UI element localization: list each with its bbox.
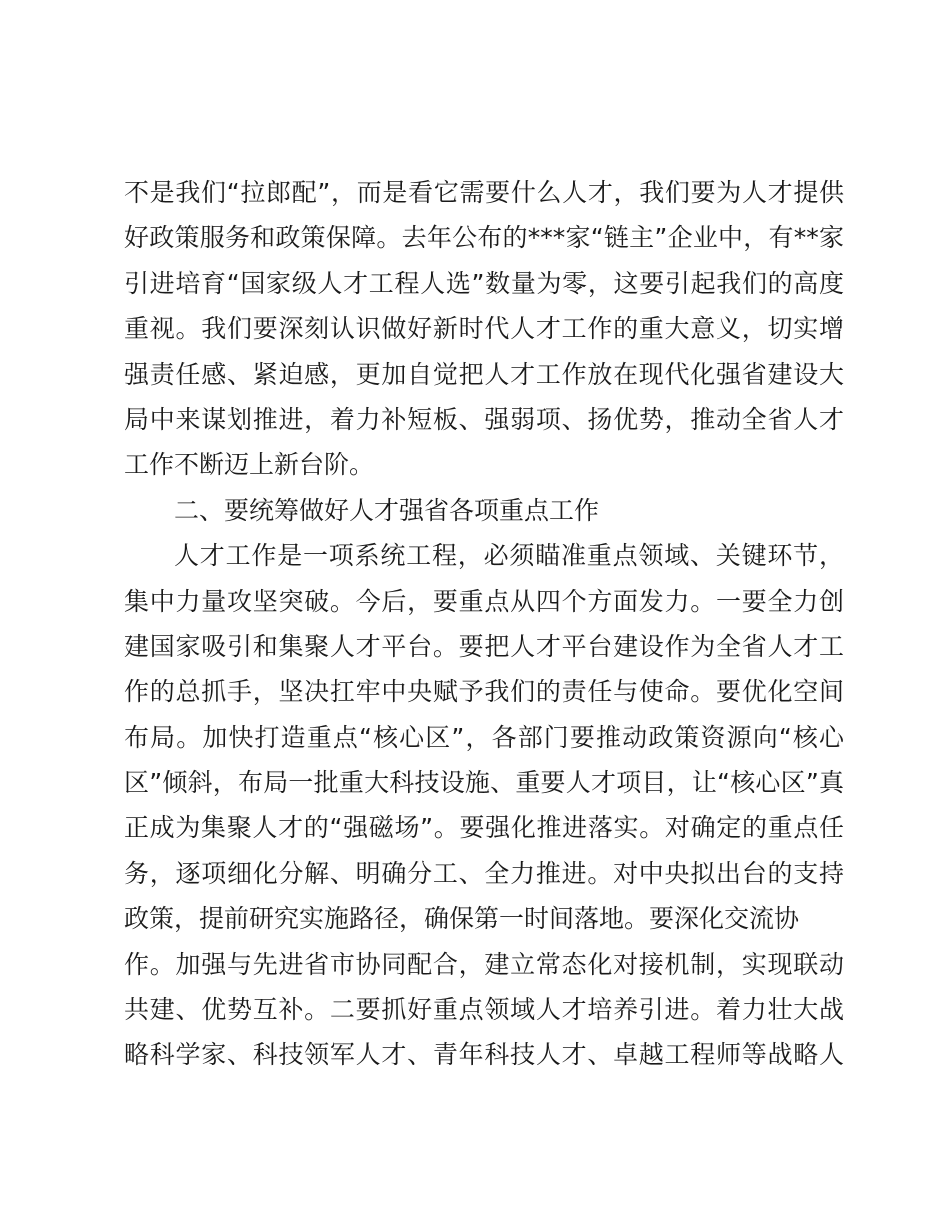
paragraph-line: 作。加强与先进省市协同配合，建立常态化对接机制，实现联动 xyxy=(124,949,844,979)
paragraph-line: 强责任感、紧迫感，更加自觉把人才工作放在现代化强省建设大 xyxy=(124,359,844,389)
paragraph-line: 引进培育“国家级人才工程人选”数量为零，这要引起我们的高度 xyxy=(124,268,844,298)
paragraph-line: 区”倾斜，布局一批重大科技设施、重要人才项目，让“核心区”真 xyxy=(124,768,844,798)
paragraph-first-line: 人才工作是一项系统工程，必须瞄准重点领域、关键环节， xyxy=(174,541,844,571)
paragraph-line: 务，逐项细化分解、明确分工、全力推进。对中央拟出台的支持 xyxy=(124,858,844,888)
paragraph-line: 局中来谋划推进，着力补短板、强弱项、扬优势，推动全省人才 xyxy=(124,404,844,434)
paragraph-line: 作的总抓手，坚决扛牢中央赋予我们的责任与使命。要优化空间 xyxy=(124,677,844,707)
paragraph-line: 好政策服务和政策保障。去年公布的***家“链主”企业中，有**家 xyxy=(124,223,844,253)
body-text xyxy=(124,170,844,1078)
paragraph-line: 集中力量攻坚突破。今后，要重点从四个方面发力。一要全力创 xyxy=(124,586,844,616)
paragraph-line: 布局。加快打造重点“核心区”，各部门要推动政策资源向“核心 xyxy=(124,722,844,752)
paragraph-line: 重视。我们要深刻认识做好新时代人才工作的重大意义，切实增 xyxy=(124,314,844,344)
paragraph-line: 不是我们“拉郎配”，而是看它需要什么人才，我们要为人才提供 xyxy=(124,178,844,207)
paragraph-line: 共建、优势互补。二要抓好重点领域人才培养引进。着力壮大战 xyxy=(124,995,844,1025)
section-heading: 二、要统筹做好人才强省各项重点工作 xyxy=(174,495,600,525)
paragraph-line: 建国家吸引和集聚人才平台。要把人才平台建设作为全省人才工 xyxy=(124,631,844,661)
paragraph-line: 略科学家、科技领军人才、青年科技人才、卓越工程师等战略人 xyxy=(124,1040,844,1070)
paragraph-line: 政策，提前研究实施路径，确保第一时间落地。要深化交流协 xyxy=(124,904,800,934)
paragraph-line: 正成为集聚人才的“强磁场”。要强化推进落实。对确定的重点任 xyxy=(124,813,844,843)
paragraph-line-last: 工作不断迈上新台阶。 xyxy=(124,450,375,480)
